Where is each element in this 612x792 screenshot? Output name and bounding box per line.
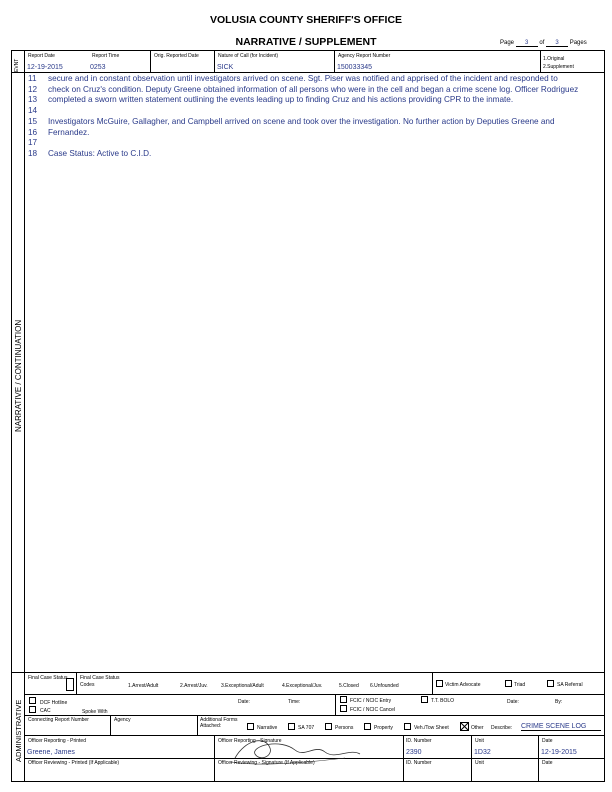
page-number: 3 [516, 40, 538, 47]
agency-title: VOLUSIA COUNTY SHERIFF'S OFFICE [209, 14, 403, 26]
of-label: of [539, 40, 545, 46]
form-persons-checkbox[interactable] [325, 723, 332, 730]
connecting-report-label: Connecting Report Number [28, 717, 89, 723]
divider [432, 672, 433, 694]
tt-bolo-label: T.T. BOLO [431, 698, 455, 704]
fcic-cancel-checkbox[interactable] [340, 705, 347, 712]
code-3: 3.Exceptional/Adult [221, 683, 264, 689]
report-time-value: 0253 [90, 64, 106, 71]
divider [150, 50, 151, 72]
report-date-label: Report Date [28, 53, 55, 59]
narrative-line [28, 106, 48, 117]
reviewing-printed-label: Officer Reviewing - Printed (If Applicable) [28, 760, 120, 766]
narrative-line [28, 74, 558, 85]
evnt-side-label: EVNT [14, 58, 20, 72]
narrative-side-label: NARRATIVE / CONTINUATION [14, 319, 23, 432]
narrative-line [28, 95, 513, 106]
form-title: NARRATIVE / SUPPLEMENT [235, 36, 377, 48]
reviewing-unit-label: Unit [475, 760, 484, 766]
page-total: 3 [546, 40, 568, 47]
reviewing-id-label: ID. Number [406, 760, 432, 766]
nature-of-call-label: Nature of Call (for Incident) [218, 53, 279, 59]
fcic-entry-checkbox[interactable] [340, 696, 347, 703]
form-other-label: Other [471, 725, 484, 731]
sa-referral-label: SA Referral [557, 682, 583, 688]
divider [334, 50, 335, 72]
event-row-bottom [11, 72, 605, 73]
agency-label: Agency [114, 717, 131, 723]
tt-bolo-checkbox[interactable] [421, 696, 428, 703]
unit-label: Unit [475, 738, 484, 744]
fcic-entry-label: FCIC / NCIC Entry [350, 698, 392, 704]
supplement-option: 2.Supplement [543, 64, 574, 70]
line-number: 16 [28, 127, 38, 137]
form-veh-tow-label: Veh./Tow Sheet [414, 725, 449, 731]
divider [214, 735, 215, 782]
spoke-with-label: Spoke With [82, 709, 108, 715]
final-case-status-codes-label: Final Case Status Codes [80, 675, 120, 688]
divider [538, 735, 539, 782]
divider [403, 735, 404, 782]
page-label: Page [500, 40, 515, 46]
agency-report-value: 150033345 [337, 64, 373, 71]
bolo-by-label: By: [555, 699, 563, 705]
reviewing-date-label: Date [542, 760, 553, 766]
line-number: 18 [28, 148, 38, 158]
form-property-checkbox[interactable] [364, 723, 371, 730]
line-text: Investigators McGuire, Gallagher, and Campbell arrived on scene and took over the investigation. No further action by Deputies Greene and [48, 116, 555, 126]
officer-reporting-name: Greene, James [27, 749, 75, 756]
form-sa707-label: SA 707 [298, 725, 315, 731]
officer-unit-value: 1D32 [474, 749, 491, 756]
reviewing-signature-label: Officer Reviewing - Signature (If Applicable) [218, 760, 315, 766]
bolo-date-label: Date: [507, 699, 519, 705]
officer-reporting-label: Officer Reporting - Printed [28, 738, 86, 744]
line-number: 14 [28, 106, 38, 116]
line-text: Case Status: Active to C.I.D. [48, 148, 152, 158]
orig-date-label: Orig. Reported Date [154, 53, 199, 59]
divider [24, 715, 605, 716]
final-case-status-field[interactable] [66, 678, 74, 691]
id-number-label: ID. Number [406, 738, 432, 744]
code-6: 6.Unfounded [370, 683, 399, 689]
victim-advocate-label: Victim Advocate [445, 682, 481, 688]
dcf-hotline-label: DCF Hotline [40, 700, 68, 706]
divider [197, 715, 198, 735]
triad-checkbox[interactable] [505, 680, 512, 687]
dcf-hotline-checkbox[interactable] [29, 697, 36, 704]
form-property-label: Property [374, 725, 393, 731]
divider [471, 735, 472, 782]
line-number: 13 [28, 95, 38, 105]
agency-report-label: Agency Report Number [338, 53, 391, 59]
form-persons-label: Persons [335, 725, 354, 731]
pages-label: Pages [569, 40, 587, 46]
describe-value: CRIME SCENE LOG [521, 723, 601, 731]
code-2: 2.Arrest/Juv. [180, 683, 208, 689]
describe-label: Describe: [491, 725, 513, 731]
report-time-label: Report Time [92, 53, 120, 59]
nature-of-call-value: SICK [217, 64, 234, 71]
line-number: 11 [28, 74, 37, 83]
code-4: 4.Exceptional/Juv. [282, 683, 323, 689]
line-text: Fernandez. [48, 127, 90, 137]
narrative-line [28, 128, 89, 139]
dcf-time-label: Time: [288, 699, 301, 705]
additional-forms-label: Additional Forms Attached: [200, 717, 238, 729]
line-number: 17 [28, 138, 38, 148]
report-date-value: 12-19-2015 [27, 64, 63, 71]
officer-id-value: 2390 [406, 749, 422, 756]
officer-date-value: 12-19-2015 [541, 749, 577, 756]
page-counter [500, 40, 587, 47]
divider [335, 694, 336, 715]
divider [540, 50, 541, 72]
narrative-line [28, 138, 48, 149]
line-number: 15 [28, 116, 38, 126]
line-text: completed a sworn written statement outlining the events leading up to finding Cruz and his actions providing CPR to the inmate. [48, 95, 514, 105]
form-narrative-label: Narrative [257, 725, 278, 731]
triad-label: Triad [514, 682, 526, 688]
code-1: 1.Arrest/Adult [128, 683, 159, 689]
admin-top-line [11, 672, 605, 673]
narrative-line [28, 117, 555, 128]
original-option: 1.Original [543, 56, 565, 62]
divider [214, 50, 215, 72]
divider [24, 694, 605, 695]
line-text: secure and in constant observation until investigators arrived on scene. Sgt. Piser was notified and apprised of the incident and responded to [48, 74, 558, 83]
form-veh-tow-checkbox[interactable] [404, 723, 411, 730]
cac-label: CAC [40, 708, 51, 714]
officer-signature-label: Officer Reporting - Signature [218, 738, 282, 744]
sa-referral-checkbox[interactable] [547, 680, 554, 687]
code-5: 5.Closed [339, 683, 359, 689]
narrative-line [28, 85, 578, 96]
dcf-date-label: Date: [238, 699, 250, 705]
divider [76, 672, 77, 694]
form-other-checkbox[interactable] [460, 722, 469, 731]
date-label: Date [542, 738, 553, 744]
administrative-side-label: ADMINISTRATIVE [14, 699, 23, 762]
fcic-cancel-label: FCIC / NCIC Cancel [350, 707, 396, 713]
line-number: 12 [28, 84, 38, 94]
cac-checkbox[interactable] [29, 706, 36, 713]
checked-x-icon [461, 723, 468, 730]
narrative-line [28, 149, 151, 160]
victim-advocate-checkbox[interactable] [436, 680, 443, 687]
divider [110, 715, 111, 735]
line-text: check on Cruz's condition. Deputy Greene obtained information of all persons who were in the cell and began a crime scene log. Officer Rodriguez [48, 84, 579, 94]
form-narrative-checkbox[interactable] [247, 723, 254, 730]
final-case-status-label: Final Case Status [28, 675, 68, 681]
form-sa707-checkbox[interactable] [288, 723, 295, 730]
